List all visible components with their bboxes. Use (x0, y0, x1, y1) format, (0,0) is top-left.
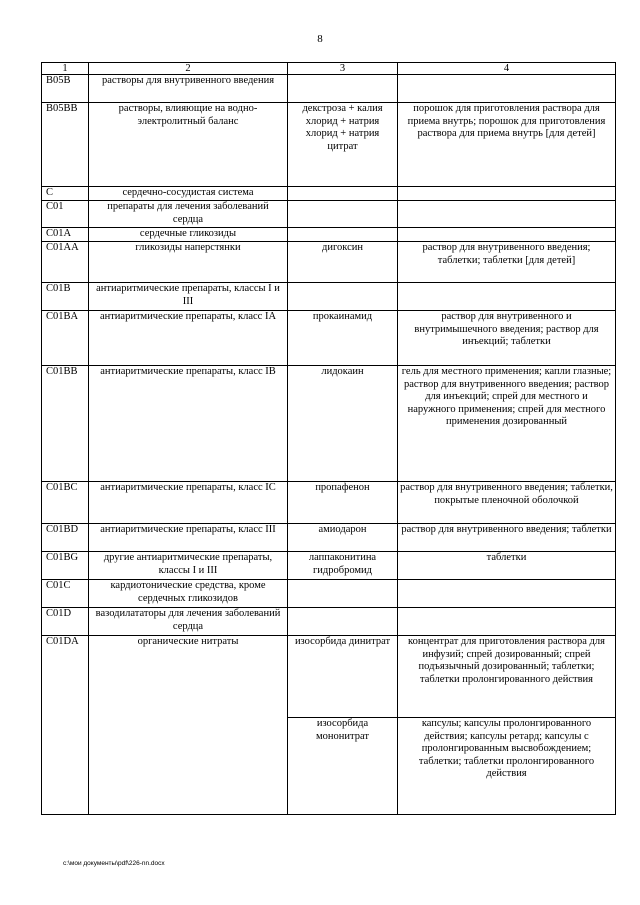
dosage-forms (398, 201, 616, 228)
dosage-forms: порошок для приготовления раствора для приема внутрь; порошок для приготовления раствора для приема внутрь [для детей] (398, 103, 616, 187)
atc-code: C01C (42, 580, 89, 608)
group-name: антиаритмические препараты, классы I и III (89, 283, 288, 311)
dosage-forms: раствор для внутривенного введения; таблетки, покрытые пленочной оболочкой (398, 482, 616, 524)
atc-code: C01BD (42, 524, 89, 552)
dosage-forms: капсулы; капсулы пролонгированного действия; капсулы ретард; капсулы с пролонгированным высвобождением; таблетки; таблетки пролонгированного действия (398, 718, 616, 815)
group-name: гликозиды наперстянки (89, 242, 288, 283)
table-row (42, 75, 616, 103)
drug-name: дигоксин (288, 242, 398, 283)
atc-code: C01B (42, 283, 89, 311)
drug-name (288, 187, 398, 201)
atc-code: C01 (42, 201, 89, 228)
table-row (42, 228, 616, 242)
drug-name: лаппаконитина гидробромид (288, 552, 398, 580)
dosage-forms: таблетки (398, 552, 616, 580)
column-header: 2 (89, 63, 288, 75)
atc-code: C (42, 187, 89, 201)
drug-name: амиодарон (288, 524, 398, 552)
group-name: антиаритмические препараты, класс IB (89, 366, 288, 482)
table-row (42, 201, 616, 228)
table-row (42, 311, 616, 366)
atc-code: C01BC (42, 482, 89, 524)
table-row (42, 636, 616, 718)
drug-name (288, 608, 398, 636)
drug-name: пропафенон (288, 482, 398, 524)
dosage-forms: раствор для внутривенного введения; таблетки; таблетки [для детей] (398, 242, 616, 283)
table-row (42, 608, 616, 636)
table-row (42, 366, 616, 482)
drug-name: изосорбида мононитрат (288, 718, 398, 815)
group-name: препараты для лечения заболеваний сердца (89, 201, 288, 228)
atc-code: C01BG (42, 552, 89, 580)
dosage-forms (398, 580, 616, 608)
dosage-forms (398, 283, 616, 311)
table-row (42, 482, 616, 524)
group-name: растворы для внутривенного введения (89, 75, 288, 103)
atc-code: B05B (42, 75, 89, 103)
group-name: антиаритмические препараты, класс IC (89, 482, 288, 524)
group-name: антиаритмические препараты, класс IA (89, 311, 288, 366)
group-name: растворы, влияющие на водно-электролитный баланс (89, 103, 288, 187)
column-header: 4 (398, 63, 616, 75)
dosage-forms (398, 187, 616, 201)
drug-name (288, 283, 398, 311)
page-number: 8 (317, 33, 323, 45)
column-header: 1 (42, 63, 89, 75)
group-name: кардиотонические средства, кроме сердечных гликозидов (89, 580, 288, 608)
medication-table (41, 62, 616, 815)
drug-name (288, 75, 398, 103)
file-path-footer: c:\мои документы\pdf\226-nn.docx (63, 860, 165, 867)
dosage-forms: концентрат для приготовления раствора для инфузий; спрей дозированный; спрей подъязычный дозированный; таблетки; таблетки пролонгированного действия (398, 636, 616, 718)
drug-name: декстроза + калия хлорид + натрия хлорид + натрия цитрат (288, 103, 398, 187)
table-row (42, 524, 616, 552)
drug-name: прокаинамид (288, 311, 398, 366)
group-name: антиаритмические препараты, класс III (89, 524, 288, 552)
group-name: вазодилататоры для лечения заболеваний сердца (89, 608, 288, 636)
atc-code: B05BB (42, 103, 89, 187)
atc-code: C01D (42, 608, 89, 636)
group-name: другие антиаритмические препараты, классы I и III (89, 552, 288, 580)
group-name: сердечные гликозиды (89, 228, 288, 242)
drug-name (288, 201, 398, 228)
group-name: сердечно-сосудистая система (89, 187, 288, 201)
table-row (42, 103, 616, 187)
dosage-forms: раствор для внутривенного введения; таблетки (398, 524, 616, 552)
table-row (42, 283, 616, 311)
table-row (42, 187, 616, 201)
drug-name: изосорбида динитрат (288, 636, 398, 718)
dosage-forms (398, 75, 616, 103)
column-header: 3 (288, 63, 398, 75)
dosage-forms: раствор для внутривенного и внутримышечного введения; раствор для инъекций; таблетки (398, 311, 616, 366)
table-row (42, 580, 616, 608)
table-header-row (42, 63, 616, 75)
table-row (42, 552, 616, 580)
dosage-forms: гель для местного применения; капли глазные; раствор для внутривенного введения; раствор для инъекций; спрей для местного и наружного применения; спрей для местного применения дозированный (398, 366, 616, 482)
atc-code: C01BB (42, 366, 89, 482)
atc-code: C01BA (42, 311, 89, 366)
drug-name (288, 228, 398, 242)
atc-code: C01AA (42, 242, 89, 283)
drug-name (288, 580, 398, 608)
dosage-forms (398, 228, 616, 242)
drug-name: лидокаин (288, 366, 398, 482)
group-name: органические нитраты (89, 636, 288, 815)
dosage-forms (398, 608, 616, 636)
atc-code: C01A (42, 228, 89, 242)
atc-code: C01DA (42, 636, 89, 815)
table-row (42, 242, 616, 283)
